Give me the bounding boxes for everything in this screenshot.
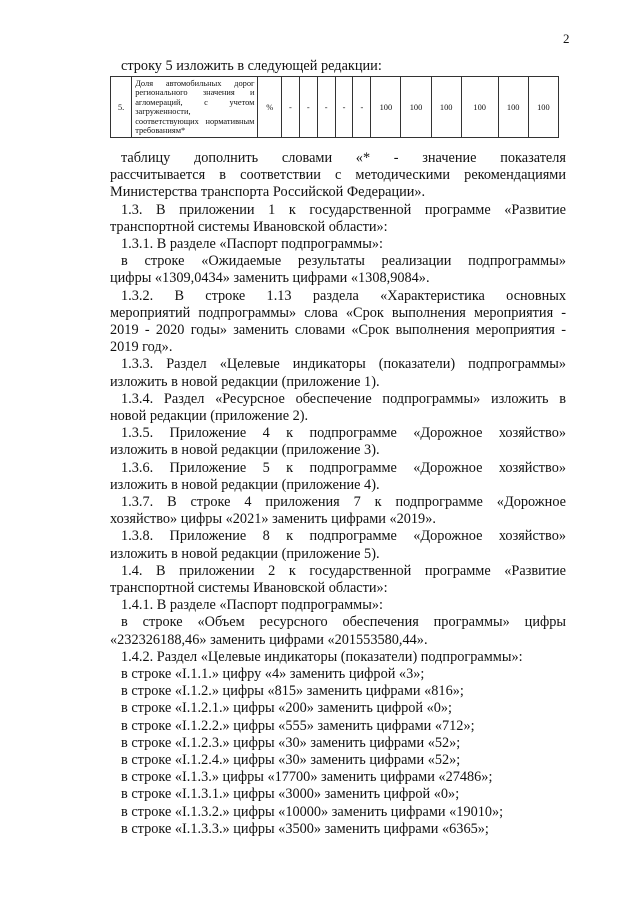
text-line: рассчитывается в соответствии с методическими рекомендациями — [110, 167, 566, 183]
text-line: в строке «I.1.2.1.» цифры «200» заменить цифрой «0»; — [121, 700, 453, 716]
page-number: 2 — [563, 31, 570, 46]
text-line: 1.3.7. В строке 4 приложения 7 к подпрограмме «Дорожное — [121, 494, 566, 510]
text-line: 1.3.2. В строке 1.13 раздела «Характеристика основных — [121, 288, 566, 304]
text-line: изложить в новой редакции (приложение 1). — [110, 374, 380, 390]
text-line: 1.3.6. Приложение 5 к подпрограмме «Дорожное хозяйство» — [121, 460, 566, 476]
value-cell: 100 — [371, 77, 401, 138]
text-line: хозяйство» цифры «2021» заменить цифрами «2019». — [110, 511, 436, 527]
text-line: 1.4.1. В разделе «Паспорт подпрограммы»: — [121, 597, 383, 613]
text-line: новой редакции (приложение 2). — [110, 408, 309, 424]
value-cell: 100 — [528, 77, 558, 138]
text-line: в строке «Ожидаемые результаты реализации подпрограммы» — [121, 253, 566, 269]
text-line: таблицу дополнить словами «* - значение показателя — [121, 150, 566, 166]
value-cell: 100 — [498, 77, 528, 138]
text-line: 1.3. В приложении 1 к государственной программе «Развитие — [121, 202, 566, 218]
text-line: в строке «Объем ресурсного обеспечения программы» цифры — [121, 614, 566, 630]
text-line: 1.3.5. Приложение 4 к подпрограмме «Дорожное хозяйство» — [121, 425, 566, 441]
text-line: в строке «I.1.2.4.» цифры «30» заменить цифрами «52»; — [121, 752, 461, 768]
text-line: в строке «I.1.3.3.» цифры «3500» заменить цифрами «6365»; — [121, 821, 489, 837]
text-line: 1.3.3. Раздел «Целевые индикаторы (показатели) подпрограммы» — [121, 356, 566, 372]
text-line: в строке «I.1.3.2.» цифры «10000» заменить цифрами «19010»; — [121, 804, 504, 820]
value-cell: - — [335, 77, 353, 138]
text-line: Министерства транспорта Российской Федерации». — [110, 184, 426, 200]
row-unit: % — [258, 77, 281, 138]
text-line: в строке «I.1.2.3.» цифры «30» заменить цифрами «52»; — [121, 735, 461, 751]
text-line: мероприятий подпрограммы» слова «Срок выполнения мероприятия - — [110, 305, 566, 321]
text-line: 1.3.8. Приложение 8 к подпрограмме «Дорожное хозяйство» — [121, 528, 566, 544]
text-line: изложить в новой редакции (приложение 4). — [110, 477, 380, 493]
text-line: 1.3.4. Раздел «Ресурсное обеспечение подпрограммы» изложить в — [121, 391, 566, 407]
text-line: 1.4. В приложении 2 к государственной программе «Развитие — [121, 563, 566, 579]
text-line: 2019 год». — [110, 339, 173, 355]
row-number: 5. — [111, 77, 132, 138]
value-cell: - — [317, 77, 335, 138]
value-cell: 100 — [401, 77, 431, 138]
text-line: в строке «I.1.3.1.» цифры «3000» заменить цифрой «0»; — [121, 786, 460, 802]
text-line: «232326188,46» заменить цифрами «201553580,44». — [110, 632, 428, 648]
value-cell: - — [353, 77, 371, 138]
text-line: транспортной системы Ивановской области»: — [110, 219, 388, 235]
text-line: изложить в новой редакции (приложение 3). — [110, 442, 380, 458]
value-cell: - — [281, 77, 299, 138]
value-cell: 100 — [431, 77, 461, 138]
text-line: в строке «I.1.1.» цифру «4» заменить цифрой «3»; — [121, 666, 425, 682]
value-cell: - — [299, 77, 317, 138]
value-cell: 100 — [461, 77, 498, 138]
intro-line: строку 5 изложить в следующей редакции: — [121, 58, 382, 74]
text-line: 1.4.2. Раздел «Целевые индикаторы (показатели) подпрограммы»: — [121, 649, 523, 665]
table-row — [111, 77, 559, 138]
text-line: в строке «I.1.3.» цифры «17700» заменить цифрами «27486»; — [121, 769, 493, 785]
text-line: 2019 - 2020 годы» заменить словами «Срок выполнения мероприятия - — [110, 322, 566, 338]
text-line: в строке «I.1.2.» цифры «815» заменить цифрами «816»; — [121, 683, 464, 699]
text-line: в строке «I.1.2.2.» цифры «555» заменить цифрами «712»; — [121, 718, 475, 734]
indicator-table — [110, 76, 559, 138]
text-line: 1.3.1. В разделе «Паспорт подпрограммы»: — [121, 236, 383, 252]
text-line: изложить в новой редакции (приложение 5). — [110, 546, 380, 562]
text-line: цифры «1309,0434» заменить цифрами «1308,9084». — [110, 270, 430, 286]
row-description: Доля автомобильных дорог регионального значения и агломераций, с учетом загруженности, соответствующих нормативным требованиям* — [132, 77, 258, 138]
text-line: транспортной системы Ивановской области»: — [110, 580, 388, 596]
